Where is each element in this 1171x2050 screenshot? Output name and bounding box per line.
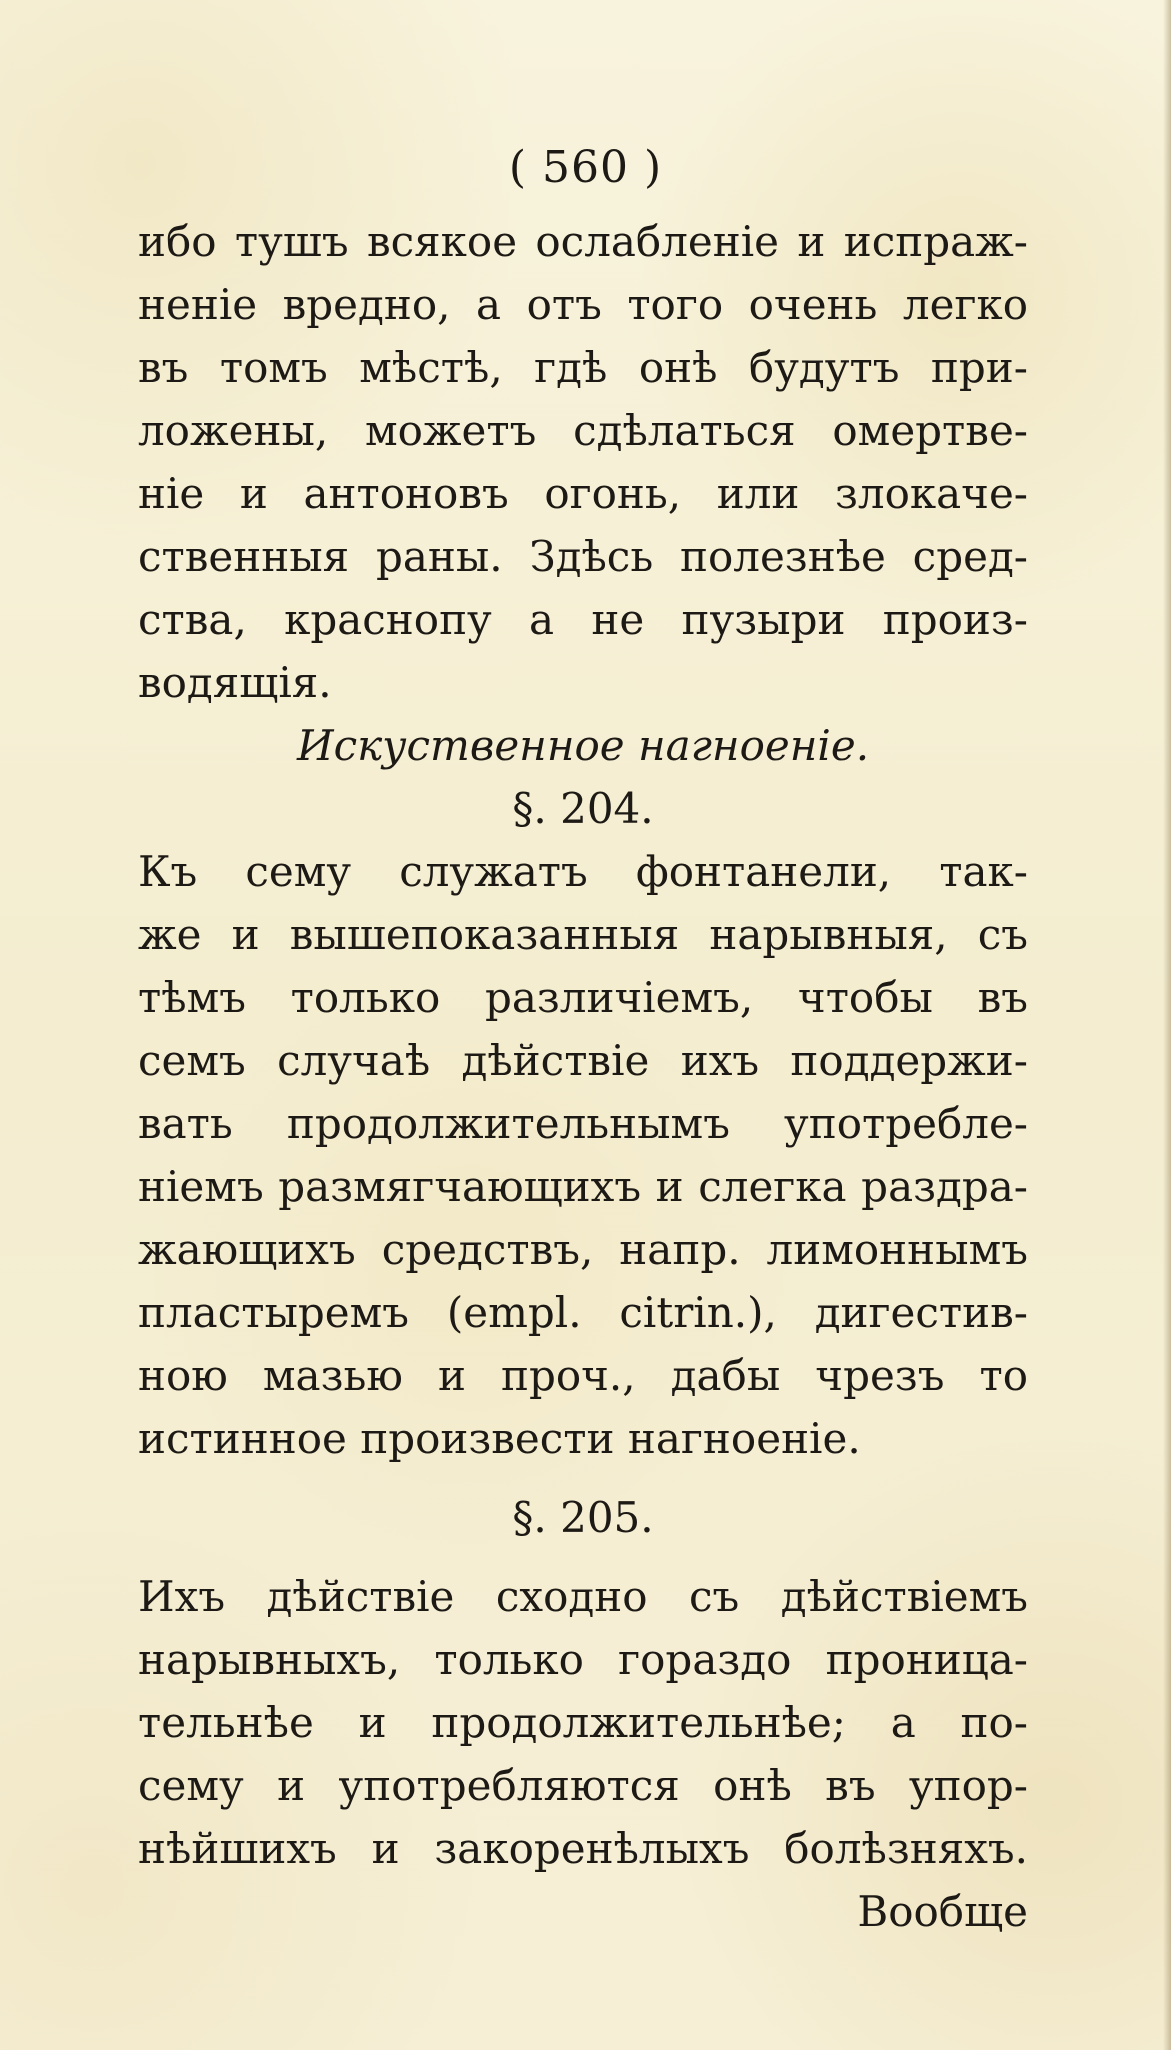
text-line: семъ случаѣ дѣйствіе ихъ поддержи- [138,1036,1028,1085]
section-marker-205: §. 205. [512,1493,654,1542]
text-line: пластыремъ (empl. citrin.), дигестив- [138,1288,1028,1337]
text-line: тѣмъ только различіемъ, чтобы въ [138,973,1028,1022]
text-line: жающихъ средствъ, напр. лимоннымъ [138,1225,1028,1274]
section-gap [138,1470,1028,1486]
text-line: ибо тушъ всякое ослабленіе и испраж- [138,217,1028,266]
text-line: Ихъ дѣйствіе сходно съ дѣйствіемъ [138,1572,1028,1621]
text-line: въ томъ мѣстѣ, гдѣ онѣ будутъ при- [138,343,1028,392]
text-line: нарывныхъ, только гораздо проница- [138,1635,1028,1684]
text-line: же и вышепоказанныя нарывныя, съ [138,910,1028,959]
text-line: нѣйшихъ и закоренѣлыхъ болѣзняхъ. [138,1824,1028,1873]
section-gap [138,1549,1028,1565]
text-line: сему и употребляются онѣ въ упор- [138,1761,1028,1810]
text-line: вать продолжительнымъ употребле- [138,1099,1028,1148]
text-line: ною мазью и проч., дабы чрезъ то [138,1351,1028,1400]
text-line: ственныя раны. Здѣсь полезнѣе сред- [138,532,1028,581]
text-line: истинное произвести нагноеніе. [138,1414,861,1463]
text-line: ложены, можетъ сдѣлаться омертве- [138,406,1028,455]
catchword: Вообще [857,1887,1028,1936]
page-edge-shadow [1163,0,1171,2050]
text-line: ніе и антоновъ огонь, или злокаче- [138,469,1028,518]
section-heading: Искуственное нагноеніе. [296,721,870,770]
page-text [138,210,1028,1943]
text-line: тельнѣе и продолжительнѣе; а по- [138,1698,1028,1747]
text-line: ства, краснопу а не пузыри произ- [138,595,1028,644]
text-line: водящія. [138,658,332,707]
section-marker-204: §. 204. [512,784,654,833]
page-number: ( 560 ) [508,142,663,193]
text-line: неніе вредно, а отъ того очень легко [138,280,1028,329]
text-line: Къ сему служатъ фонтанели, так- [138,847,1028,896]
text-line: ніемъ размягчающихъ и слегка раздра- [138,1162,1028,1211]
